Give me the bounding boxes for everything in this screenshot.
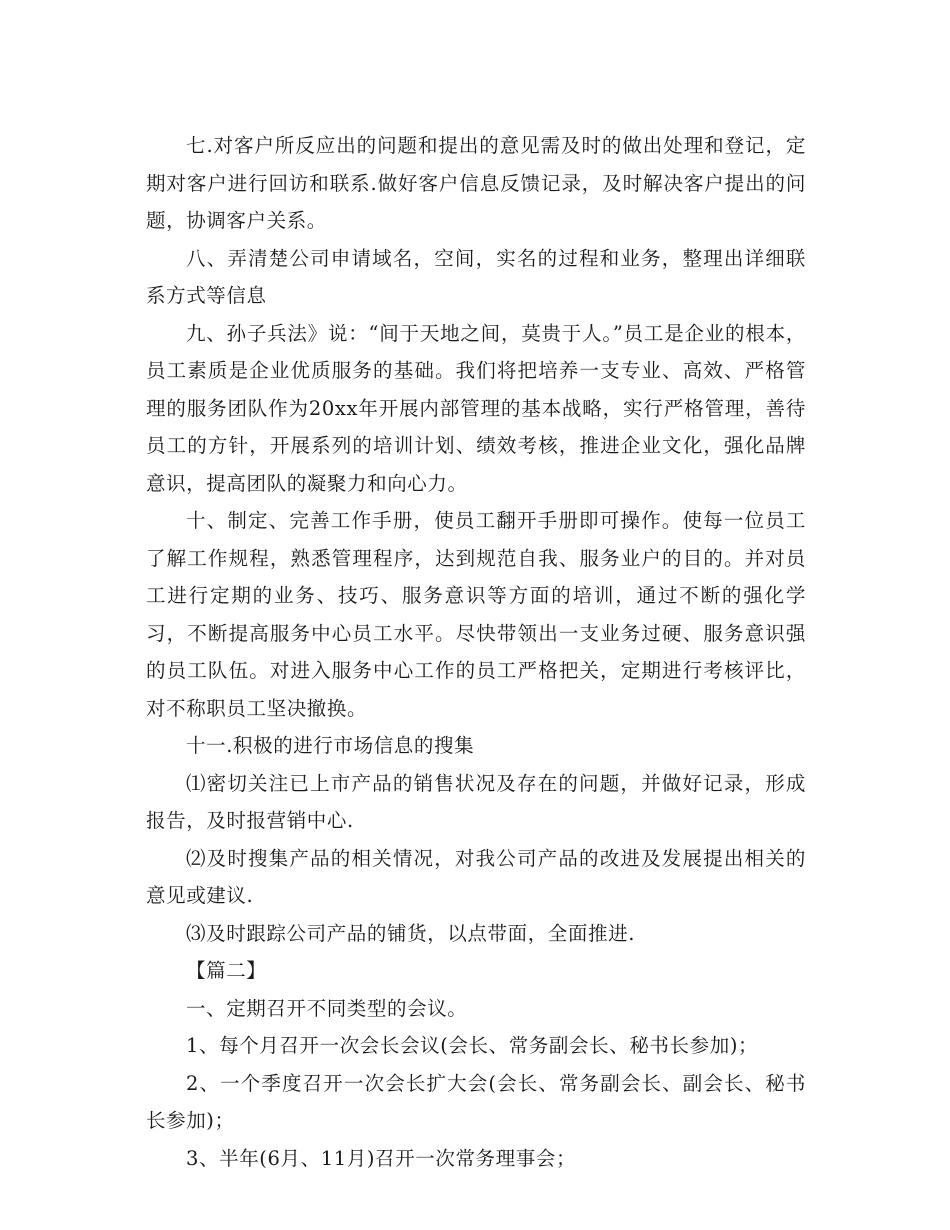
paragraph-item-9: 九、孙子兵法》说：“间于天地之间，莫贵于人。”员工是企业的根本，员工素质是企业优质服务的基础。我们将把培养一支专业、高效、严格管理的服务团队作为20xx年开展内部管理的基本战略，实行严格管理，善待员工的方针，开展系列的培训计划、绩效考核，推进企业文化，强化品牌意识，提高团队的凝聚力和向心力。: [146, 321, 806, 495]
paragraph-subitem-3: ⑶及时跟踪公司产品的铺货，以点带面，全面推进.: [186, 921, 635, 945]
paragraph-item-10: 十、制定、完善工作手册，使员工翻开手册即可操作。使每一位员工了解工作规程，熟悉管理程序，达到规范自我、服务业户的目的。并对员工进行定期的业务、技巧、服务意识等方面的培训，通过不断的强化学习，不断提高服务中心员工水平。尽快带领出一支业务过硬、服务意识强的员工队伍。对进入服务中心工作的员工严格把关，定期进行考核评比，对不称职员工坚决撤换。: [146, 509, 806, 720]
paragraph-item-8: 八、弄清楚公司申请域名，空间，实名的过程和业务，整理出详细联系方式等信息: [146, 246, 806, 307]
paragraph-subitem-1: ⑴密切关注已上市产品的销售状况及存在的问题，并做好记录，形成报告，及时报营销中心.: [146, 771, 806, 832]
paragraph-item-7: 七.对客户所反应出的问题和提出的意见需及时的做出处理和登记，定期对客户进行回访和联系.做好客户信息反馈记录，及时解决客户提出的问题，协调客户关系。: [146, 134, 806, 232]
document-body: [146, 127, 806, 1177]
paragraph-heading-11: 十一.积极的进行市场信息的搜集: [186, 734, 475, 757]
paragraph-meetings-heading: 一、定期召开不同类型的会议。: [186, 996, 468, 1020]
paragraph-meeting-1: 1、每个月召开一次会长会议(会长、常务副会长、秘书长参加)；: [186, 1034, 759, 1057]
section-heading-part-two: 【篇二】: [186, 959, 267, 982]
paragraph-meeting-2: 2、一个季度召开一次会长扩大会(会长、常务副会长、副会长、秘书长参加)；: [146, 1071, 806, 1132]
paragraph-meeting-3: 3、半年(6月、11月)召开一次常务理事会；: [186, 1146, 577, 1170]
paragraph-subitem-2: ⑵及时搜集产品的相关情况，对我公司产品的改进及发展提出相关的意见或建议.: [146, 846, 806, 907]
